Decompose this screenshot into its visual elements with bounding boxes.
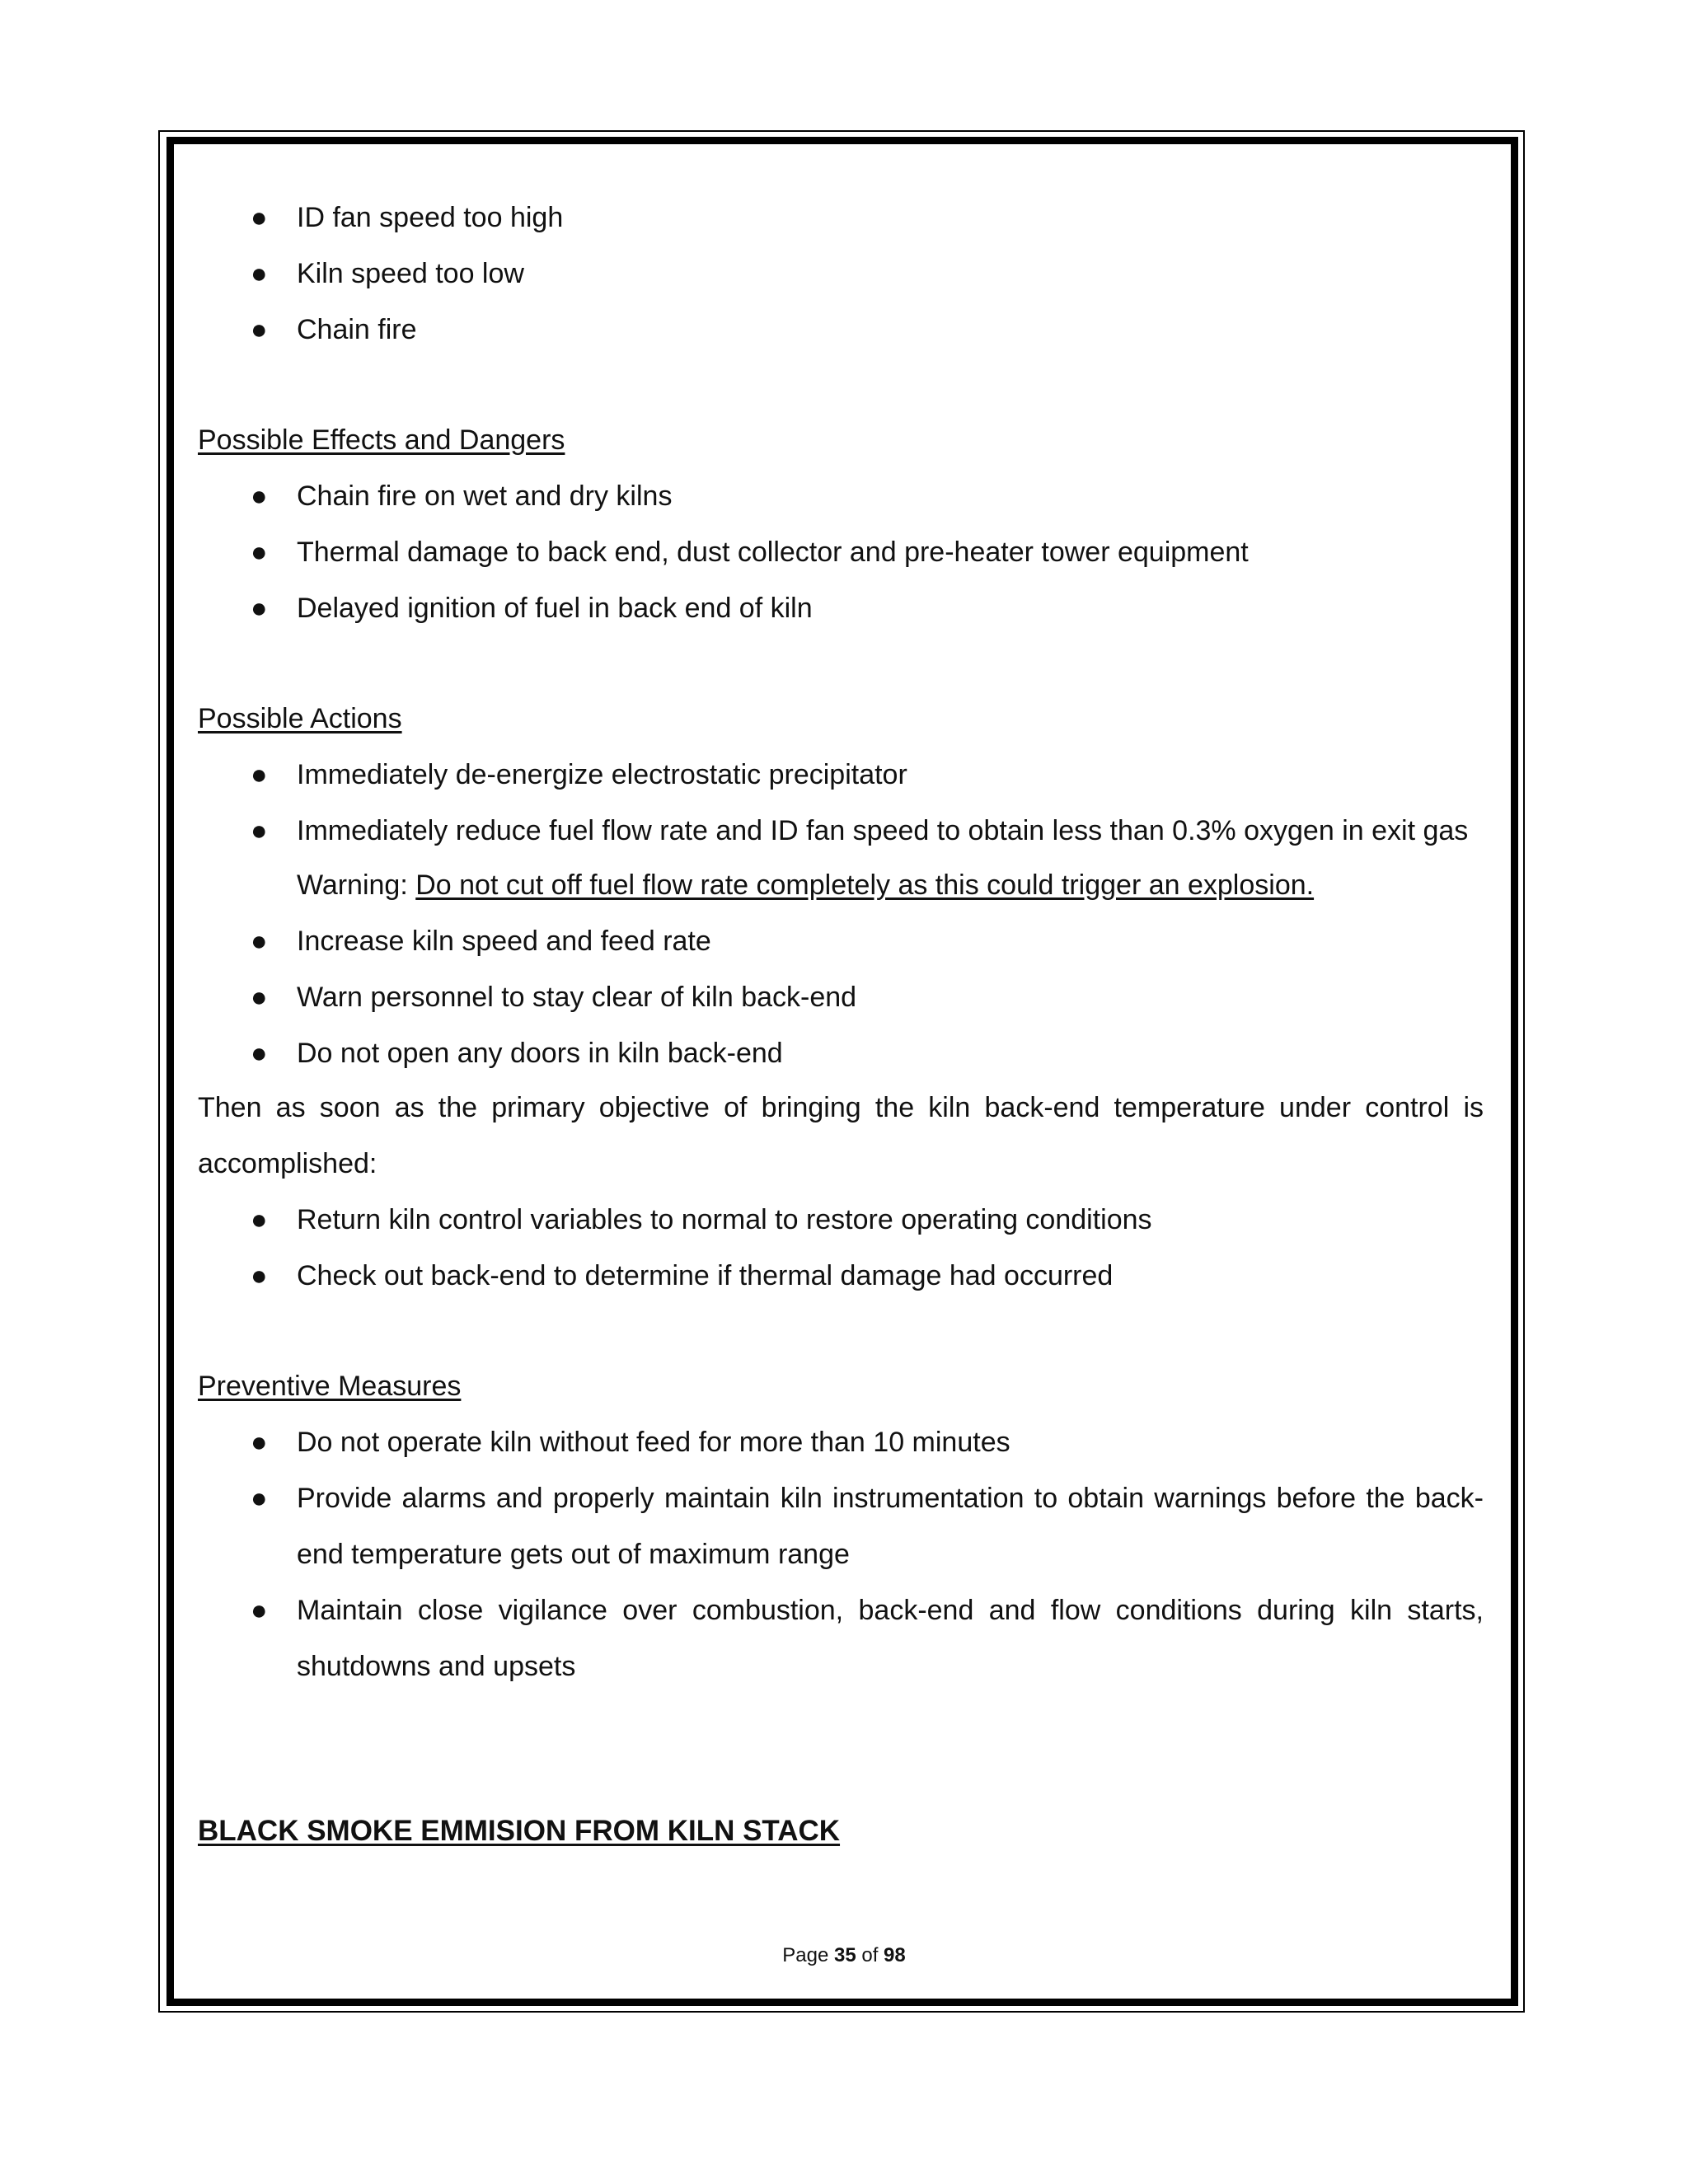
list-item-text: Warn personnel to stay clear of kiln back-end xyxy=(297,982,857,1013)
list-item-text: shutdowns and upsets xyxy=(297,1651,576,1682)
bullet-icon: ● xyxy=(251,759,268,790)
section-title-actions: Possible Actions xyxy=(198,703,402,734)
bullet-icon: ● xyxy=(251,926,268,957)
list-item-text: ID fan speed too high xyxy=(297,202,564,233)
list-item-text: Thermal damage to back end, dust collector and pre-heater tower equipment xyxy=(297,537,1249,568)
bullet-icon: ● xyxy=(251,815,268,846)
section-heading-black-smoke: BLACK SMOKE EMMISION FROM KILN STACK xyxy=(198,1815,841,1847)
list-item-text: Do not operate kiln without feed for more than 10 minutes xyxy=(297,1427,1010,1458)
bullet-icon: ● xyxy=(251,202,268,233)
list-item-text: Return kiln control variables to normal to restore operating conditions xyxy=(297,1204,1152,1235)
list-item-text: Immediately de-energize electrostatic precipitator xyxy=(297,759,907,790)
list-item-text: Kiln speed too low xyxy=(297,258,524,289)
warning-label: Warning: xyxy=(297,869,416,901)
bullet-icon: ● xyxy=(251,1427,268,1458)
bullet-icon: ● xyxy=(251,258,268,289)
footer-of-label: of xyxy=(856,1944,884,1966)
list-item-text: Immediately reduce fuel flow rate and ID fan speed to obtain less than 0.3% oxygen in exit gas xyxy=(297,815,1469,846)
warning-text: Do not cut off fuel flow rate completely as this could trigger an explosion. xyxy=(415,869,1315,901)
list-item-text: Do not open any doors in kiln back-end xyxy=(297,1038,783,1069)
section-title-preventive: Preventive Measures xyxy=(198,1371,462,1402)
paragraph-line: Then as soon as the primary objective of bringing the kiln back-end temperature under control is xyxy=(198,1092,1484,1123)
bullet-icon: ● xyxy=(251,314,268,345)
list-item-text: Increase kiln speed and feed rate xyxy=(297,926,711,957)
list-item-text: Maintain close vigilance over combustion, back-end and flow conditions during kiln starts, xyxy=(297,1595,1484,1626)
bullet-icon: ● xyxy=(251,1038,268,1069)
list-item-text: Provide alarms and properly maintain kiln instrumentation to obtain warnings before the back- xyxy=(297,1483,1484,1514)
page-footer xyxy=(0,1943,1688,1968)
list-item-text: Chain fire xyxy=(297,314,417,345)
list-item-text: Delayed ignition of fuel in back end of kiln xyxy=(297,593,813,624)
bullet-icon: ● xyxy=(251,982,268,1013)
bullet-icon: ● xyxy=(251,1260,268,1291)
bullet-icon: ● xyxy=(251,1595,268,1626)
footer-page-number: 35 xyxy=(833,1944,856,1966)
footer-total-pages: 98 xyxy=(884,1944,906,1966)
bullet-icon: ● xyxy=(251,1483,268,1514)
bullet-icon: ● xyxy=(251,593,268,624)
footer-page-label: Page xyxy=(782,1944,834,1966)
bullet-icon: ● xyxy=(251,1204,268,1235)
page-border-inner xyxy=(166,137,1518,2006)
bullet-icon: ● xyxy=(251,480,268,512)
section-title-effects: Possible Effects and Dangers xyxy=(198,424,565,456)
list-item-text: end temperature gets out of maximum range xyxy=(297,1539,850,1570)
paragraph-line: accomplished: xyxy=(198,1148,377,1179)
list-item-text: Check out back-end to determine if thermal damage had occurred xyxy=(297,1260,1114,1291)
list-item-text: Chain fire on wet and dry kilns xyxy=(297,480,673,512)
bullet-icon: ● xyxy=(251,537,268,568)
